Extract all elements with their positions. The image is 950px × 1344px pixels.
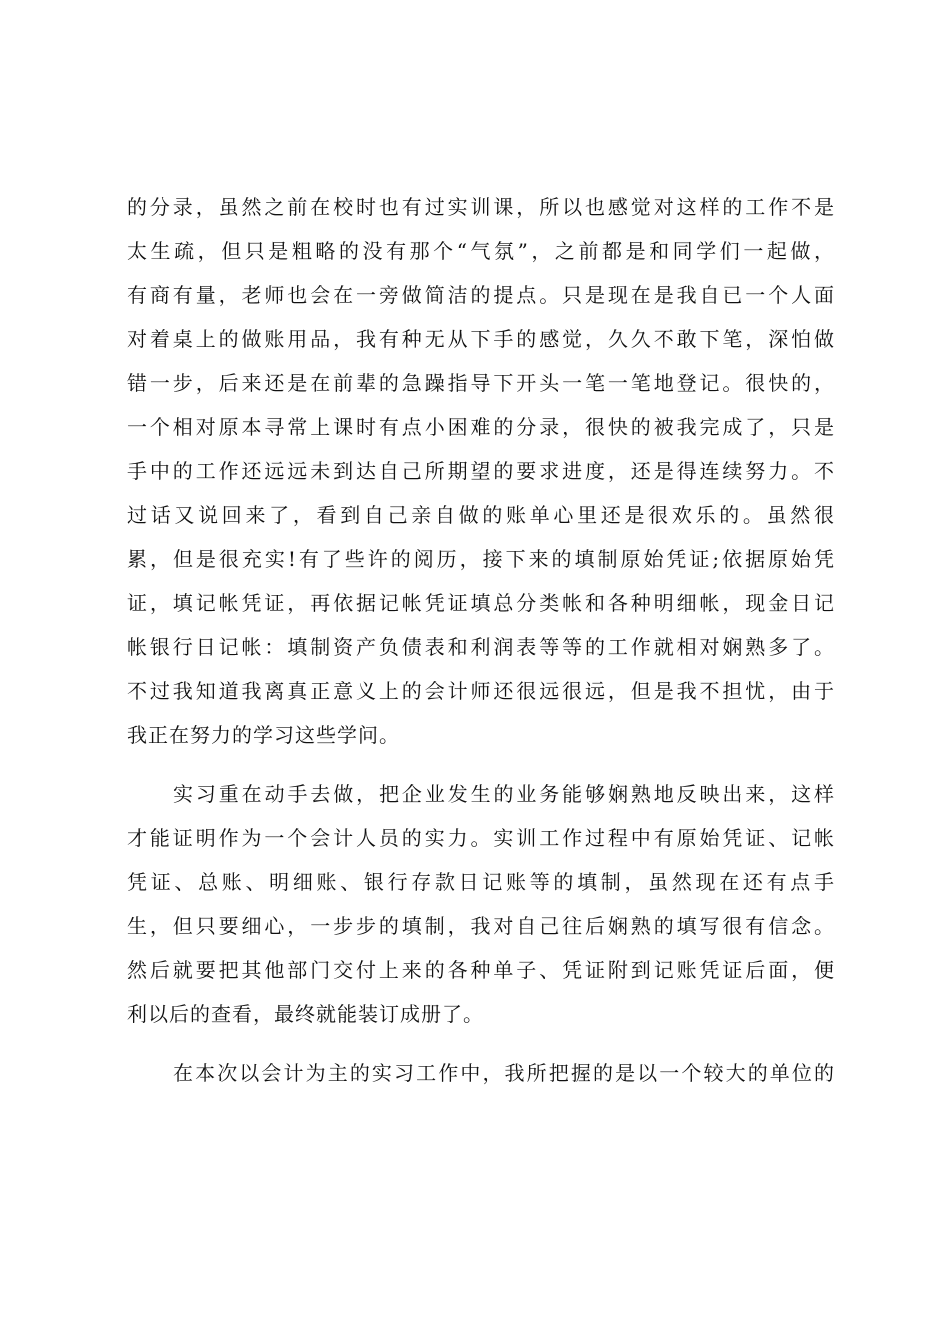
text-line: 实习重在动手去做，把企业发生的业务能够娴熟地反映出来，这样 xyxy=(173,782,835,806)
text-line: 累，但是很充实!有了些许的阅历，接下来的填制原始凭证;依据原始凭 xyxy=(127,547,835,571)
text-line: 生，但只要细心，一步步的填制，我对自己往后娴熟的填写很有信念。 xyxy=(127,914,835,938)
text-line: 凭证、总账、明细账、银行存款日记账等的填制，虽然现在还有点手 xyxy=(127,870,835,894)
paragraph-gap xyxy=(127,757,835,772)
text-line: 错一步，后来还是在前辈的急躁指导下开头一笔一笔地登记。很快的， xyxy=(127,371,835,395)
text-line: 在本次以会计为主的实习工作中，我所把握的是以一个较大的单位的 xyxy=(173,1061,835,1085)
body-text xyxy=(127,185,835,1095)
paragraph xyxy=(127,185,835,757)
text-line: 然后就要把其他部门交付上来的各种单子、凭证附到记账凭证后面，便 xyxy=(127,958,835,982)
text-line: 对着桌上的做账用品，我有种无从下手的感觉，久久不敢下笔，深怕做 xyxy=(127,327,835,351)
paragraph-gap xyxy=(127,1036,835,1051)
text-line: 的分录，虽然之前在校时也有过实训课，所以也感觉对这样的工作不是 xyxy=(127,195,835,219)
text-line: 过话又说回来了，看到自己亲自做的账单心里还是很欢乐的。虽然很 xyxy=(127,503,835,527)
text-line: 利以后的查看，最终就能装订成册了。 xyxy=(127,1002,484,1026)
text-line: 有商有量，老师也会在一旁做简洁的提点。只是现在是我自已一个人面 xyxy=(127,283,835,307)
text-line: 证，填记帐凭证，再依据记帐凭证填总分类帐和各种明细帐，现金日记 xyxy=(127,591,835,615)
paragraph xyxy=(127,1051,835,1095)
text-line: 才能证明作为一个会计人员的实力。实训工作过程中有原始凭证、记帐 xyxy=(127,826,835,850)
text-line: 我正在努力的学习这些学问。 xyxy=(127,723,400,747)
text-line: 帐银行日记帐：填制资产负债表和利润表等等的工作就相对娴熟多了。 xyxy=(127,635,835,659)
text-line: 一个相对原本寻常上课时有点小困难的分录，很快的被我完成了，只是 xyxy=(127,415,835,439)
paragraph xyxy=(127,772,835,1036)
text-line: 手中的工作还远远未到达自己所期望的要求进度，还是得连续努力。不 xyxy=(127,459,835,483)
text-line: 太生疏，但只是粗略的没有那个“气氛”，之前都是和同学们一起做， xyxy=(127,239,835,263)
text-line: 不过我知道我离真正意义上的会计师还很远很远，但是我不担忧，由于 xyxy=(127,679,835,703)
